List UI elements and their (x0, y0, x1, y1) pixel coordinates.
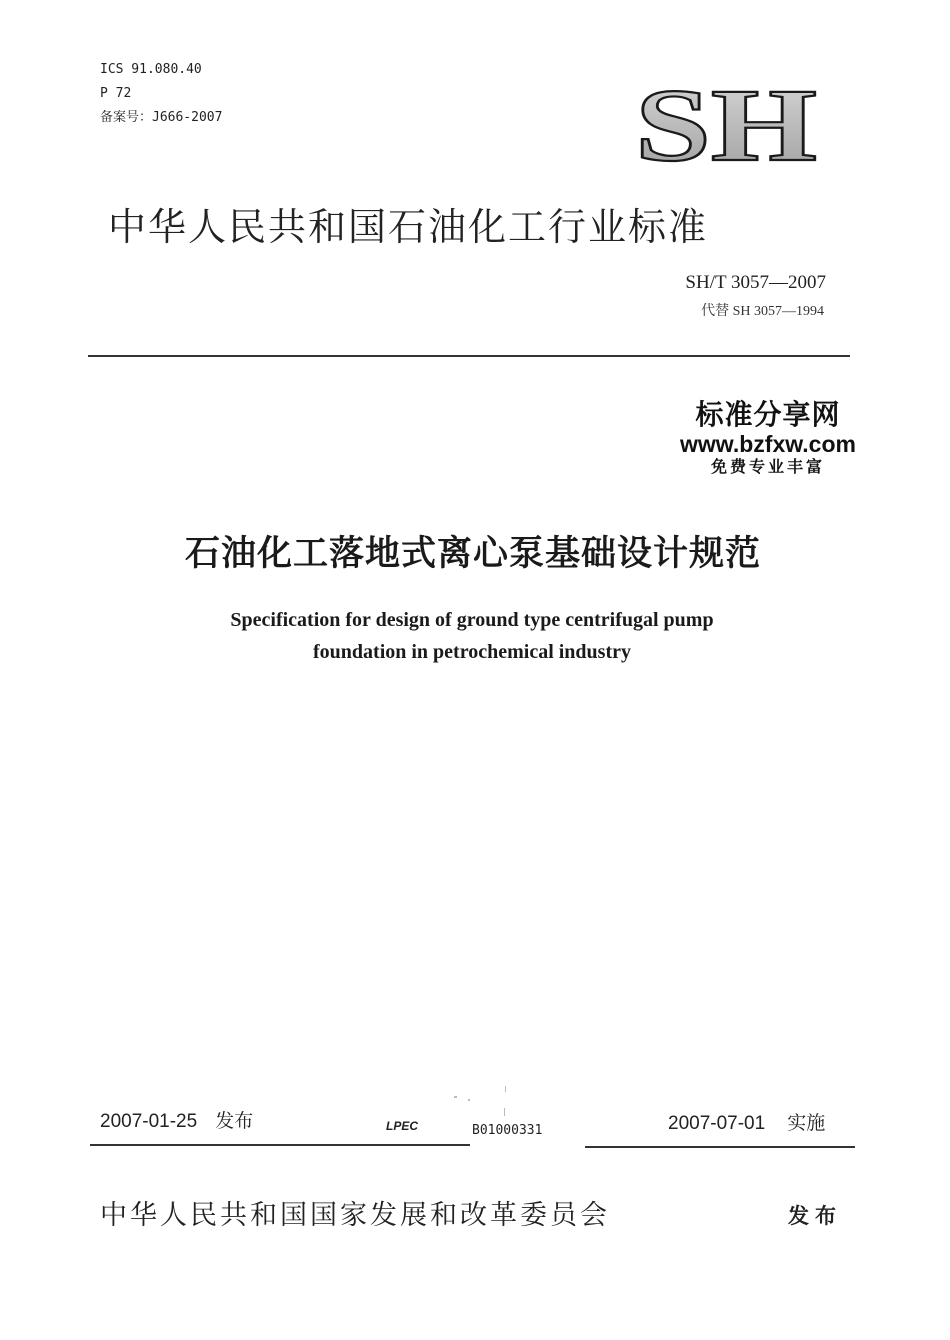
watermark-name: 标准分享网 (695, 398, 841, 431)
document-title-zh (0, 526, 950, 576)
document-title-en-line1: Specification for design of ground type centrifugal pump (230, 609, 714, 631)
sh-logo-text: SH (635, 82, 817, 168)
industry-standard-title: 中华人民共和国石油化工行业标准 (108, 205, 709, 249)
scan-speck (454, 1096, 457, 1098)
document-title-zh-text: 石油化工落地式离心泵基础设计规范 (184, 534, 761, 574)
issue-date-block (100, 1106, 253, 1133)
scan-speck (504, 1108, 505, 1116)
publisher-action: 发布 (788, 1204, 842, 1228)
scan-speck (468, 1099, 470, 1101)
issue-label: 发布 (215, 1111, 254, 1132)
watermark-slogan: 免费专业丰富 (710, 457, 825, 476)
ics-code: ICS 91.080.40 (100, 62, 202, 77)
implement-date: 2007-07-01 (668, 1113, 766, 1134)
record-number: 备案号：J666-2007 (100, 110, 223, 125)
bottom-divider-right (585, 1146, 855, 1148)
print-code: B01000331 (472, 1123, 543, 1138)
watermark-url: www.bzfxw.com (680, 431, 856, 457)
publisher-name: 中华人民共和国国家发展和改革委员会 (100, 1200, 610, 1231)
replaces-standard: 代替 SH 3057—1994 (701, 304, 824, 319)
document-title-en (0, 604, 944, 668)
class-code: P 72 (100, 86, 132, 101)
bottom-divider-left (90, 1144, 470, 1146)
lpec-mark: LPEC (386, 1119, 419, 1133)
top-divider (88, 355, 850, 357)
standard-number: SH/T 3057—2007 (685, 272, 826, 293)
header-meta (100, 58, 222, 130)
scan-speck (505, 1086, 506, 1092)
implement-label: 实施 (787, 1113, 826, 1134)
document-title-en-line2: foundation in petrochemical industry (313, 641, 631, 663)
issue-date: 2007-01-25 (100, 1111, 198, 1132)
sh-logo (632, 82, 820, 168)
implement-date-block (668, 1108, 825, 1135)
watermark-stamp (668, 398, 868, 478)
